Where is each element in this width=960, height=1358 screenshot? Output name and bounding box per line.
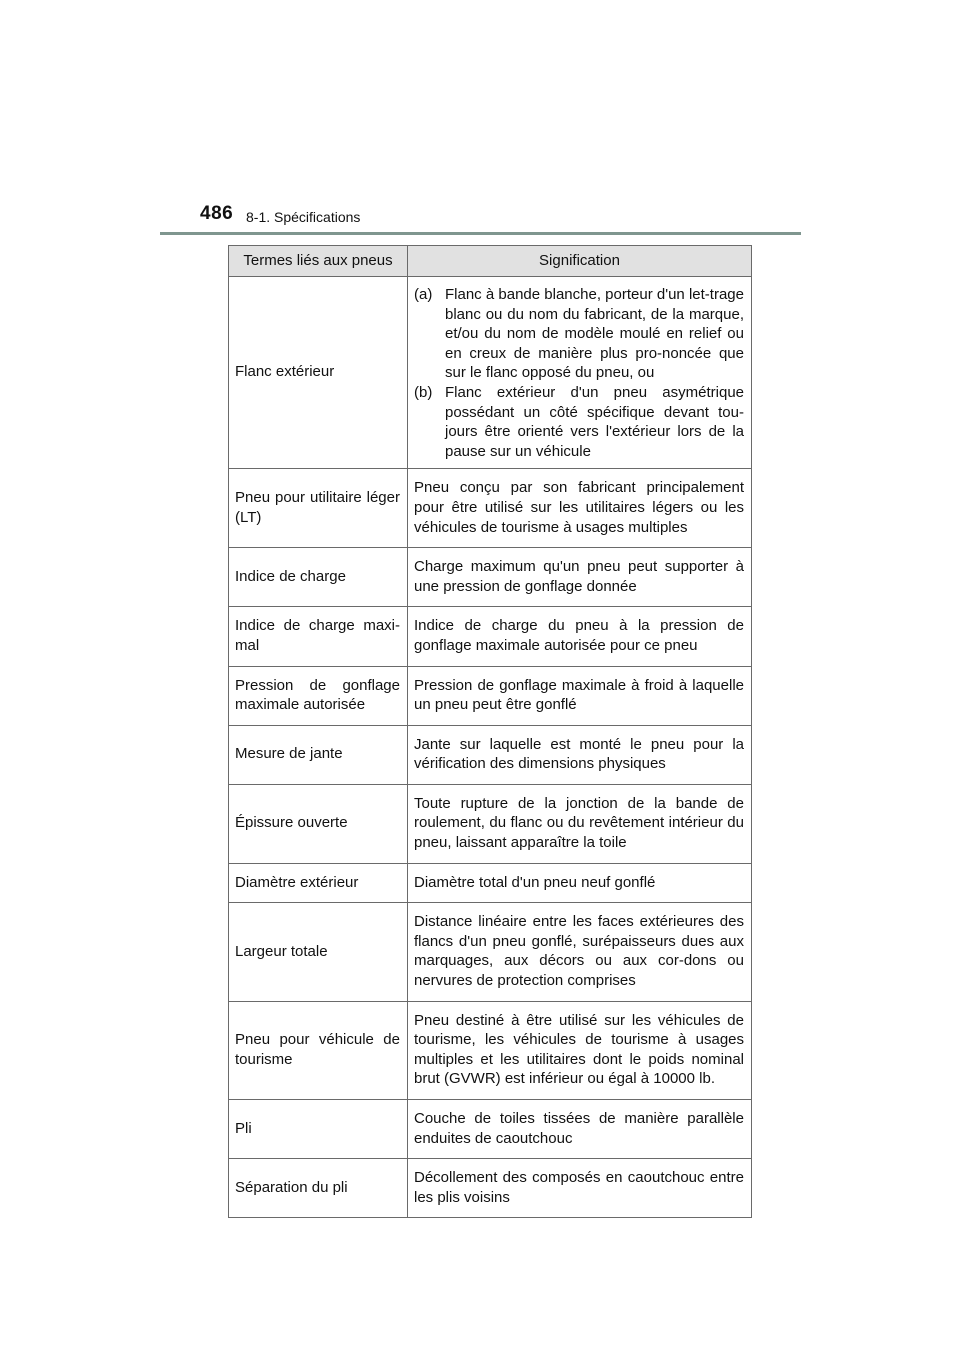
meaning-cell: Jante sur laquelle est monté le pneu pour la vérification des dimensions physiques	[408, 725, 752, 784]
term-cell: Mesure de jante	[229, 725, 408, 784]
term-cell: Largeur totale	[229, 903, 408, 1001]
table-row	[229, 863, 752, 903]
meaning-cell: Distance linéaire entre les faces extérieures des flancs d'un pneu gonflé, surépaisseurs dues aux marquages, aux décors ou aux cor-dons ou nervures de protection comprises	[408, 903, 752, 1001]
table-row	[229, 548, 752, 607]
meaning-cell: Indice de charge du pneu à la pression de gonflage maximale autorisée pour ce pneu	[408, 607, 752, 666]
header-rule	[160, 232, 801, 235]
meaning-cell: Couche de toiles tissées de manière parallèle enduites de caoutchouc	[408, 1100, 752, 1159]
table-row	[229, 607, 752, 666]
term-cell: Épissure ouverte	[229, 784, 408, 863]
term-cell: Pneu pour utilitaire léger (LT)	[229, 469, 408, 548]
page-number: 486	[200, 203, 234, 224]
table-row	[229, 784, 752, 863]
meaning-cell: Pneu destiné à être utilisé sur les véhicules de tourisme, les véhicules de tourisme à usages multiples et les utilitaires dont le poids nominal brut (GVWR) est inférieur ou égal à 10000 lb.	[408, 1001, 752, 1099]
table-row	[229, 469, 752, 548]
term-cell: Pression de gonflage maximale autorisée	[229, 666, 408, 725]
table-row	[229, 1001, 752, 1099]
meaning-cell: Pneu conçu par son fabricant principalement pour être utilisé sur les utilitaires légers ou les véhicules de tourisme à usages multiples	[408, 469, 752, 548]
table-row	[229, 666, 752, 725]
table-row	[229, 277, 752, 469]
table-row	[229, 1159, 752, 1218]
tire-terms-table	[228, 245, 752, 1218]
meaning-cell: Toute rupture de la jonction de la bande de roulement, du flanc ou du revêtement intérieur du pneu, laissant apparaître la toile	[408, 784, 752, 863]
term-cell: Flanc extérieur	[229, 277, 408, 469]
term-cell: Indice de charge maxi-mal	[229, 607, 408, 666]
column-header-meaning: Signification	[408, 246, 752, 277]
meaning-cell: Charge maximum qu'un pneu peut supporter à une pression de gonflage donnée	[408, 548, 752, 607]
meaning-cell: Pression de gonflage maximale à froid à laquelle un pneu peut être gonflé	[408, 666, 752, 725]
subitem-label: (b)	[414, 383, 433, 401]
table-header-row	[229, 246, 752, 277]
subitem-label: (a)	[414, 286, 433, 303]
table-row	[229, 1100, 752, 1159]
table-row	[229, 903, 752, 1001]
section-title: 8-1. Spécifications	[246, 209, 361, 225]
term-cell: Diamètre extérieur	[229, 863, 408, 903]
table-row	[229, 725, 752, 784]
term-cell: Pli	[229, 1100, 408, 1159]
meaning-subitem	[414, 383, 744, 461]
subitem-text: Flanc à bande blanche, porteur d'un let-trage blanc ou du nom du fabricant, de la marque, et/ou du nom de modèle moulé en relief ou en creux de manière plus pro-noncée que sur le flanc opposé du pneu, ou	[445, 286, 744, 382]
term-cell: Pneu pour véhicule de tourisme	[229, 1001, 408, 1099]
meaning-cell: Diamètre total d'un pneu neuf gonflé	[408, 863, 752, 903]
meaning-cell	[408, 277, 752, 469]
column-header-term: Termes liés aux pneus	[229, 246, 408, 277]
meaning-cell: Décollement des composés en caoutchouc entre les plis voisins	[408, 1159, 752, 1218]
subitem-text: Flanc extérieur d'un pneu asymétrique possédant un côté spécifique devant tou-jours être orienté vers l'extérieur lors de la pause sur un véhicule	[445, 383, 744, 460]
meaning-subitem	[414, 285, 744, 383]
term-cell: Indice de charge	[229, 548, 408, 607]
term-cell: Séparation du pli	[229, 1159, 408, 1218]
